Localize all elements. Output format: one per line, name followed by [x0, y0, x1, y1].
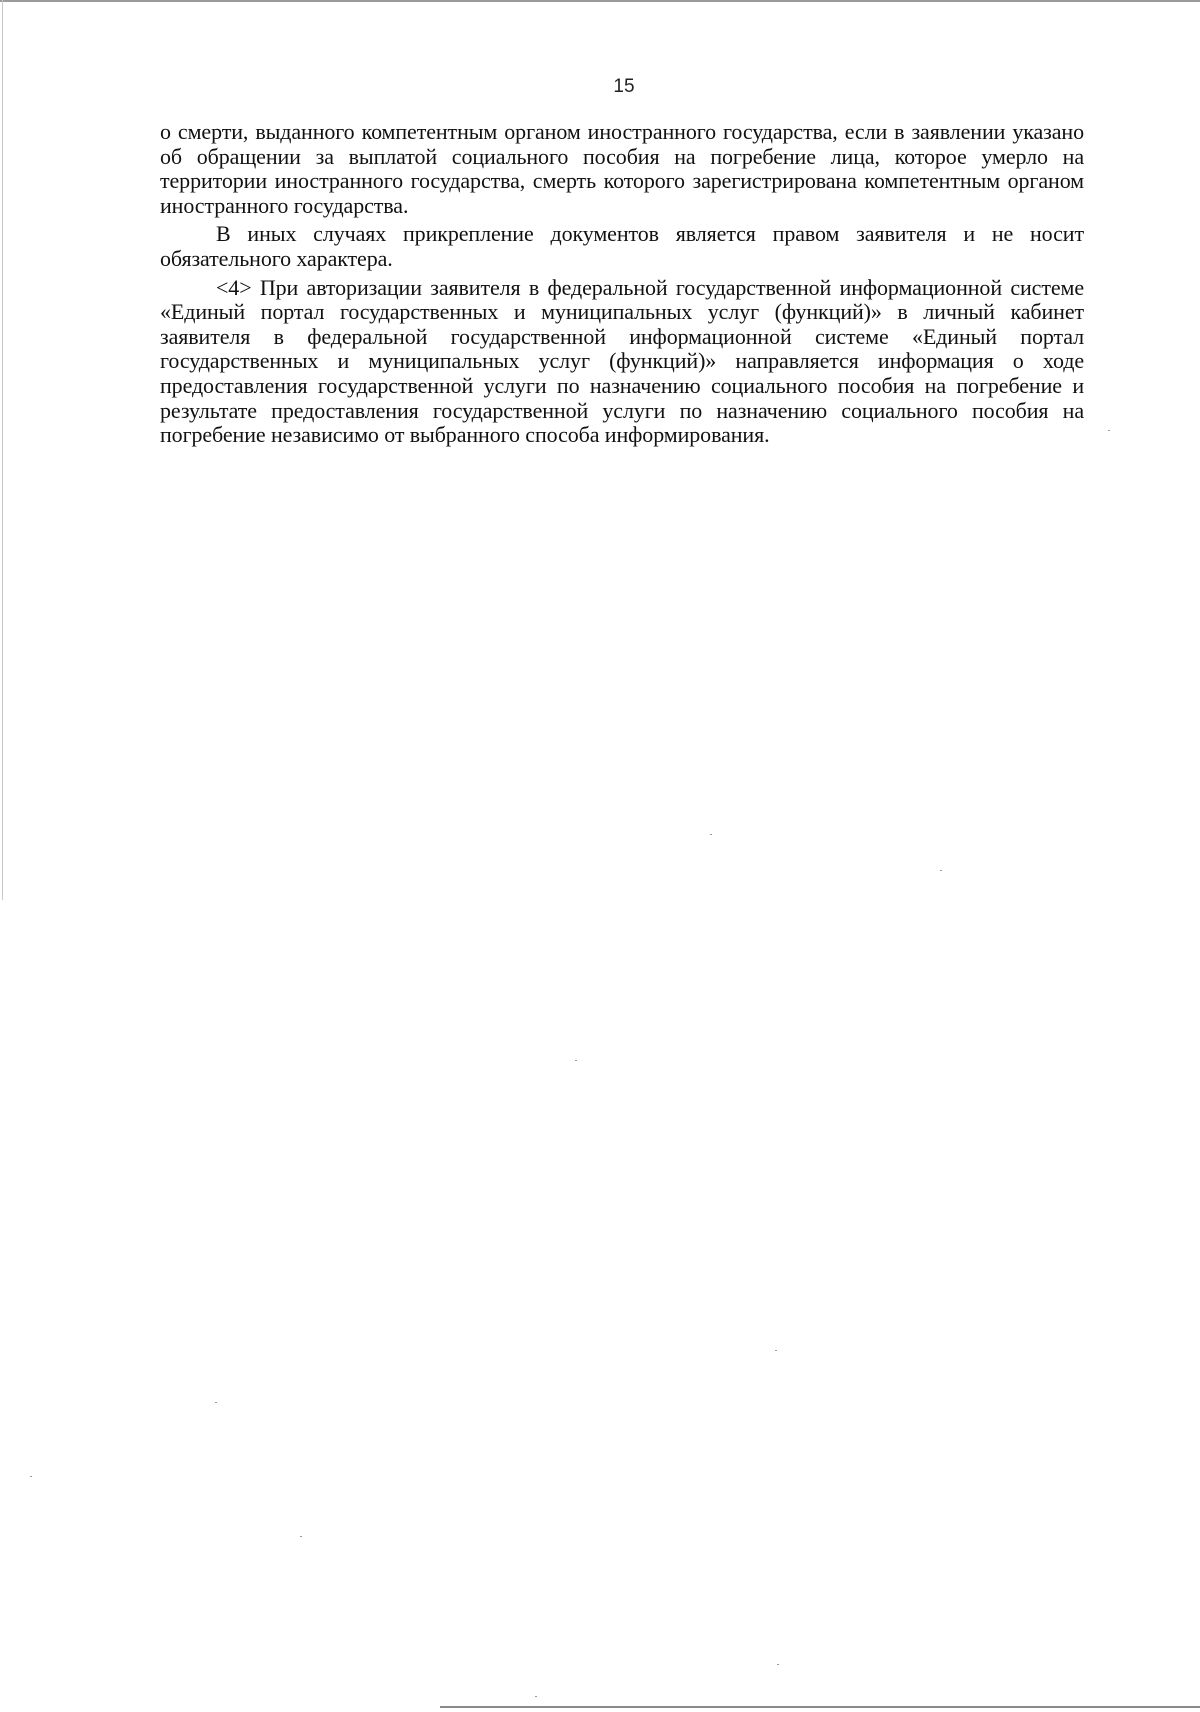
- scan-speck: [215, 1402, 217, 1403]
- scan-speck: [777, 1664, 779, 1665]
- scan-speck: [535, 1696, 537, 1697]
- scan-speck: [30, 1476, 32, 1477]
- page-number: 15: [613, 76, 635, 97]
- scan-speck: [940, 870, 942, 871]
- paragraph-continuation: о смерти, выданного компетентным органом иностранного государства, если в заявлении указано об обращении за выплатой социального пособия на погребение лица, которое умерло на территории иностранного государства, смерть которого зарегистрирована компетентным органом иностранного государства.: [160, 119, 1084, 218]
- scan-speck: [575, 1060, 577, 1061]
- paragraph-footnote-4: <4> При авторизации заявителя в федеральной государственной информационной системе «Единый портал государственных и муниципальных услуг (функций)» в личный кабинет заявителя в федеральной государственной информационной системе «Единый портал государственных и муниципальных услуг (функций)» направляется информация о ходе предоставления государственной услуги по назначению социального пособия на погребение и результате предоставления государственной услуги по назначению социального пособия на погребение независимо от выбранного способа информирования.: [160, 274, 1084, 448]
- scan-speck: [710, 834, 712, 835]
- scan-speck: [300, 1536, 302, 1537]
- document-body: [160, 120, 1084, 452]
- scan-speck: [775, 1350, 777, 1351]
- scan-bottom-edge: [440, 1706, 1200, 1708]
- scan-speck: [1108, 430, 1110, 431]
- scan-top-edge: [0, 0, 1200, 2]
- paragraph-optional-documents: В иных случаях прикрепление документов является правом заявителя и не носит обязательного характера.: [160, 221, 1084, 271]
- scan-left-edge: [2, 0, 3, 900]
